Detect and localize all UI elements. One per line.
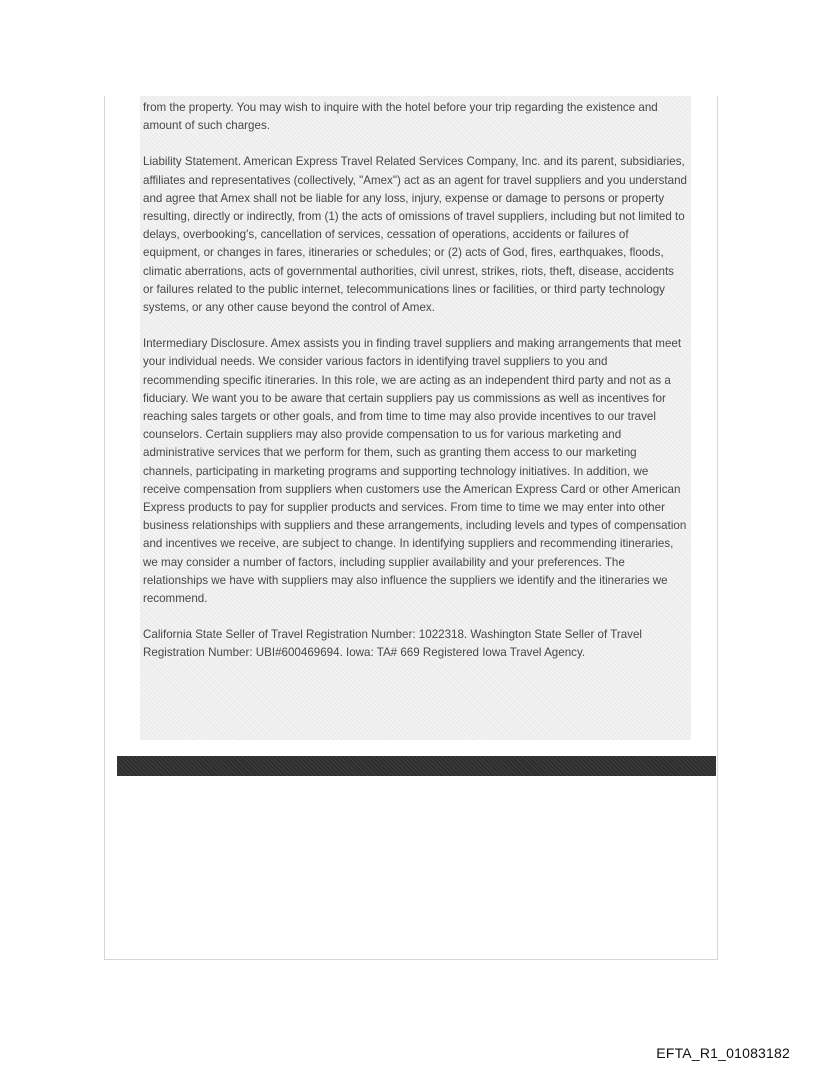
liability-statement-paragraph: Liability Statement. American Express Travel Related Services Company, Inc. and its parent, subsidiaries, affiliates and representatives (collectively, "Amex") act as an agent for travel suppliers and you understand and agree that Amex shall not be liable for any loss, injury, expense or damage to persons or property resulting, directly or indirectly, from (1) the acts of omissions of travel suppliers, including but not limited to delays, overbooking's, cancellation of services, cessation of operations, accidents or failures of equipment, or changes in fares, itineraries or schedules; or (2) acts of God, fires, earthquakes, floods, climatic aberrations, acts of governmental authorities, civil unrest, strikes, riots, theft, disease, accidents or failures related to the public internet, telecommunications lines or facilities, or third party technology systems, or any other cause beyond the control of Amex.: [143, 155, 687, 315]
document-id-label: EFTA_R1_01083182: [656, 1045, 790, 1061]
intermediary-disclosure-paragraph: Intermediary Disclosure. Amex assists you in finding travel suppliers and making arrangements that meet your individual needs. We consider various factors in identifying travel suppliers to you and recommending specific itineraries. In this role, we are acting as an independent third party and not as a fiduciary. We want you to be aware that certain suppliers pay us commissions as well as incentives for reaching sales targets or other goals, and from time to time may also provide incentives to our travel counselors. Certain suppliers may also provide compensation to us for various marketing and administrative services that we perform for them, such as granting them access to our marketing channels, participating in marketing programs and supporting technology initiatives. In addition, we receive compensation from suppliers when customers use the American Express Card or other American Express products to pay for supplier products and services. From time to time we may enter into other business relationships with suppliers and these arrangements, including levels and types of compensation and incentives we receive, are subject to change. In identifying suppliers and recommending itineraries, we may consider a number of factors, including supplier availability and your preferences. The relationships we have with suppliers may also influence the suppliers we identify and the itineraries we recommend.: [143, 337, 687, 606]
disclosure-content-panel: [140, 96, 691, 740]
property-charges-paragraph: from the property. You may wish to inquire with the hotel before your trip regarding the existence and amount of such charges.: [143, 101, 658, 133]
registration-numbers-paragraph: California State Seller of Travel Registration Number: 1022318. Washington State Seller of Travel Registration Number: UBI#600469694. Iowa: TA# 669 Registered Iowa Travel Agency.: [143, 628, 643, 660]
footer-bar: [117, 756, 716, 776]
